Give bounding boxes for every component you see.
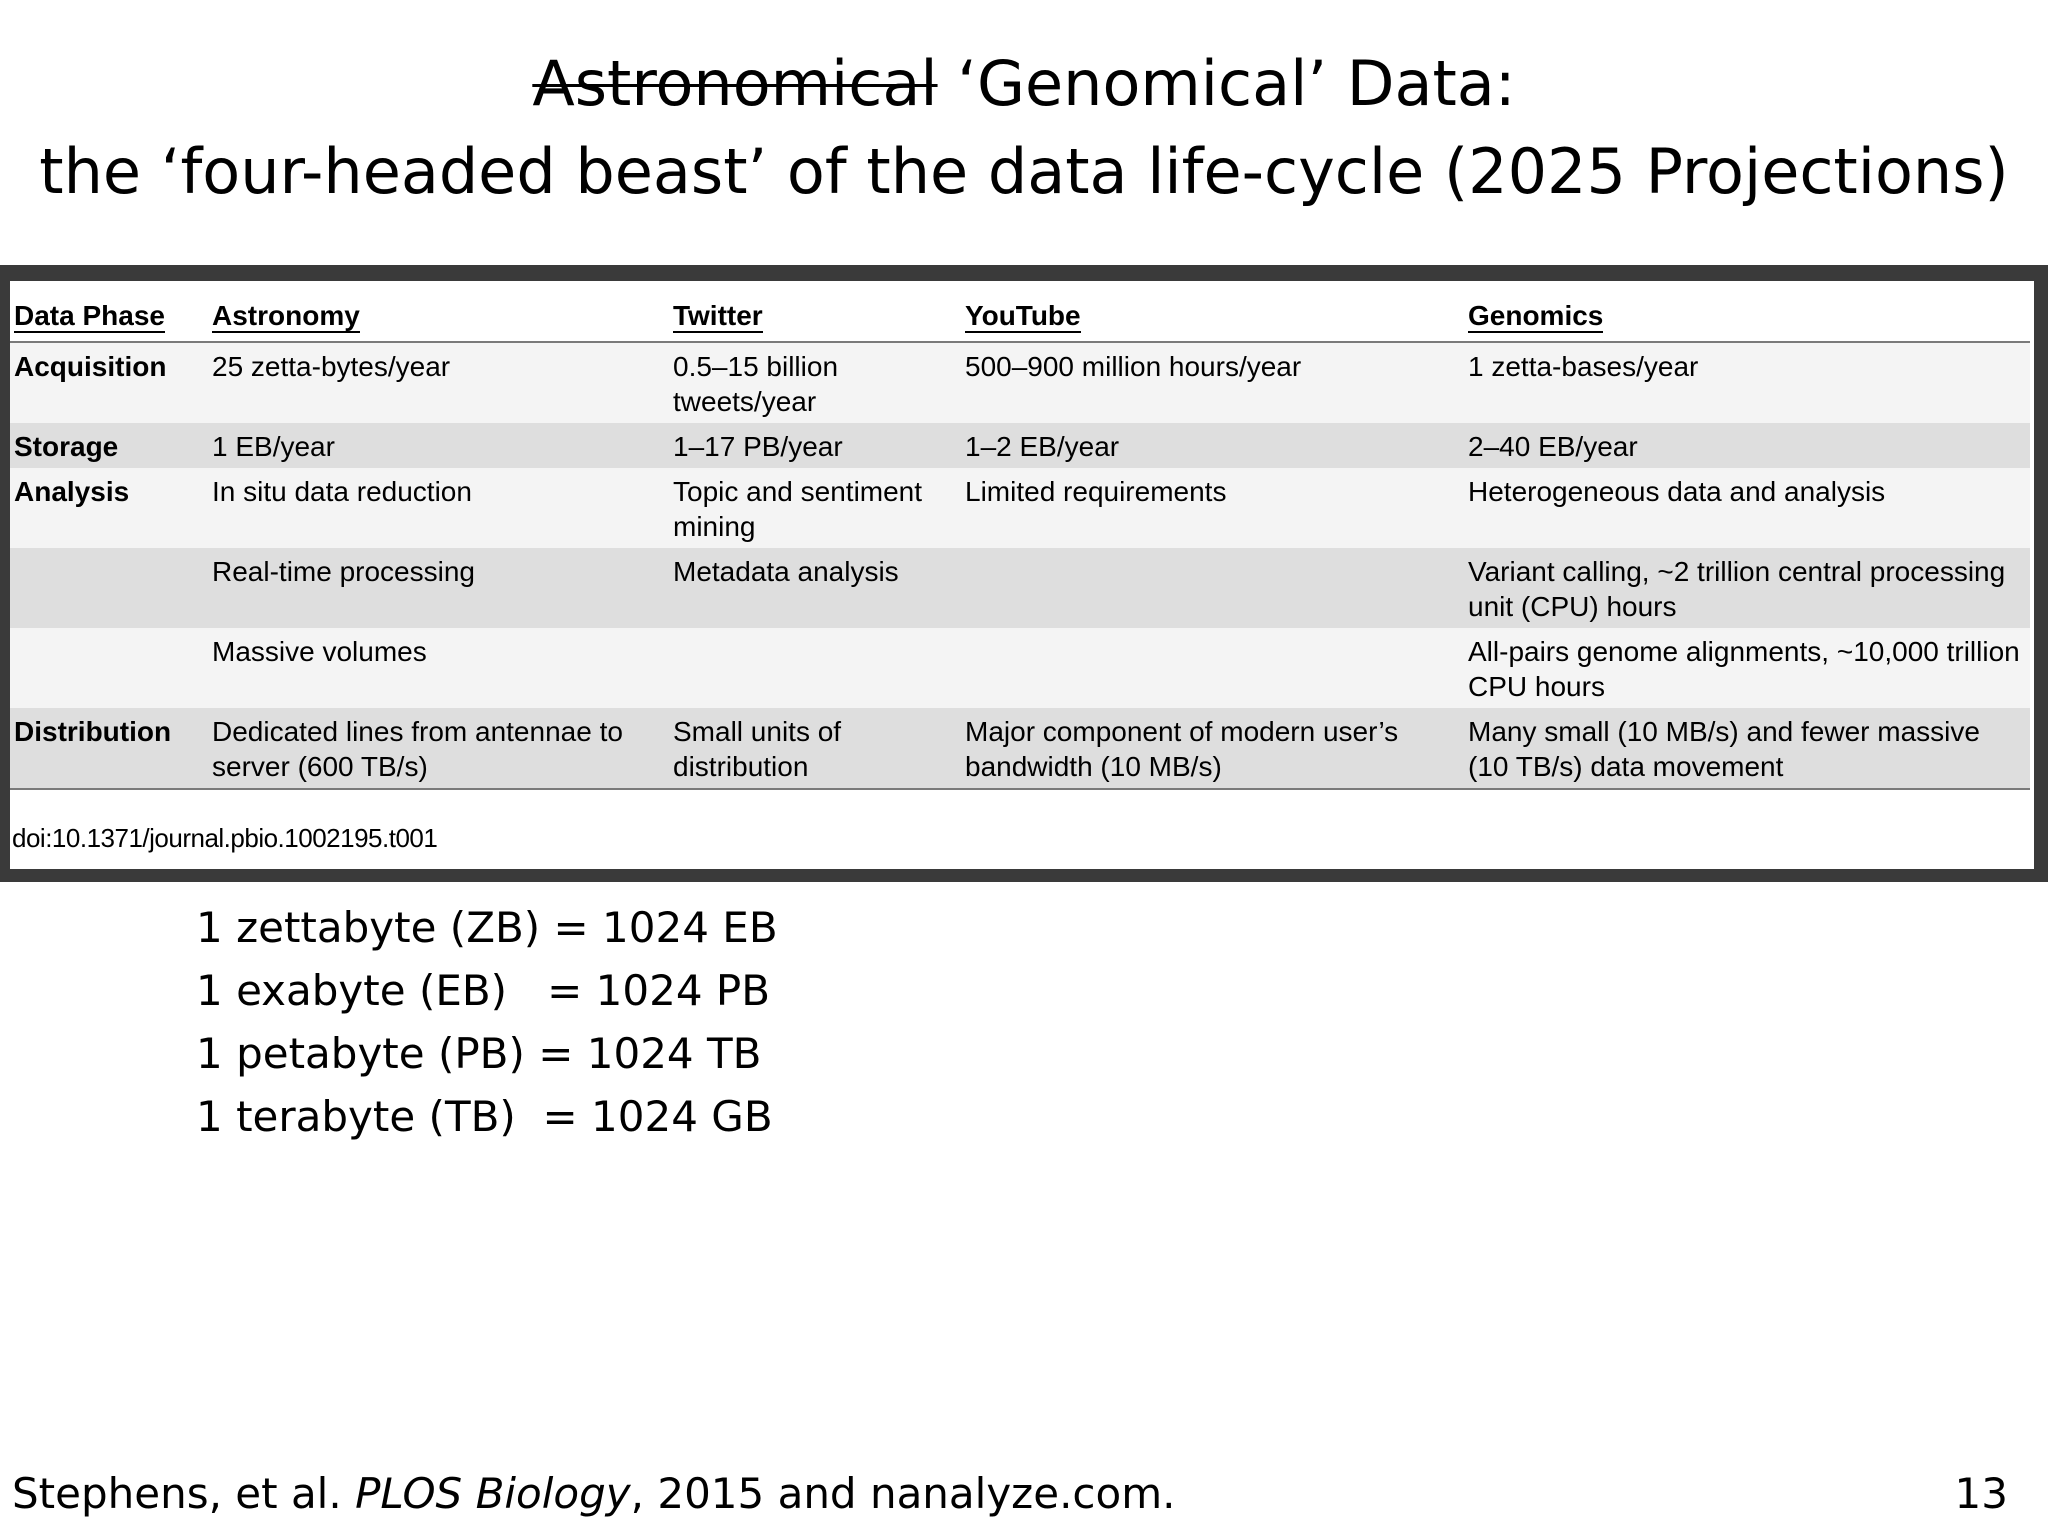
table-doi: doi:10.1371/journal.pbio.1002195.t001 xyxy=(12,823,438,853)
table-cell xyxy=(961,628,1464,708)
table-cell xyxy=(669,628,961,708)
table-row xyxy=(10,468,2030,548)
conversion-line: 1 terabyte (TB) = 1024 GB xyxy=(196,1092,773,1141)
table-cell: 2–40 EB/year xyxy=(1464,423,2030,468)
header-genomics: Genomics xyxy=(1464,289,2030,342)
table-cell: Variant calling, ~2 trillion central processing unit (CPU) hours xyxy=(1464,548,2030,628)
table-cell-phase xyxy=(10,628,208,708)
conversion-line: 1 petabyte (PB) = 1024 TB xyxy=(196,1029,762,1078)
table-cell: 1–17 PB/year xyxy=(669,423,961,468)
table-row xyxy=(10,423,2030,468)
header-youtube: YouTube xyxy=(961,289,1464,342)
table-cell: Heterogeneous data and analysis xyxy=(1464,468,2030,548)
struck-title-word: Astronomical xyxy=(532,47,938,120)
citation-rest: , 2015 and nanalyze.com. xyxy=(630,1469,1176,1518)
table-cell: Many small (10 MB/s) and fewer massive (10 TB/s) data movement xyxy=(1464,708,2030,789)
conversion-line: 1 zettabyte (ZB) = 1024 EB xyxy=(196,903,778,952)
table-cell: Massive volumes xyxy=(208,628,669,708)
table-image-frame xyxy=(0,265,2048,882)
slide-title-line-2: the ‘four-headed beast’ of the data life-cycle (2025 Projections) xyxy=(39,135,2009,208)
table-cell-phase: Distribution xyxy=(10,708,208,789)
table-cell: Small units of distribution xyxy=(669,708,961,789)
table-cell: Topic and sentiment mining xyxy=(669,468,961,548)
slide-title-line-1 xyxy=(0,44,2048,124)
table-cell-phase: Acquisition xyxy=(10,342,208,423)
table-row xyxy=(10,628,2030,708)
table-cell-phase: Storage xyxy=(10,423,208,468)
table-row xyxy=(10,708,2030,789)
table-cell: All-pairs genome alignments, ~10,000 trillion CPU hours xyxy=(1464,628,2030,708)
data-lifecycle-table xyxy=(10,289,2030,790)
title-line-1-rest: ‘Genomical’ Data: xyxy=(937,47,1516,120)
table-row xyxy=(10,342,2030,423)
unit-conversions xyxy=(196,896,778,1148)
table-cell: 1 zetta-bases/year xyxy=(1464,342,2030,423)
table-cell: 1 EB/year xyxy=(208,423,669,468)
table-cell: 500–900 million hours/year xyxy=(961,342,1464,423)
footer-citation xyxy=(12,1466,1175,1522)
citation-journal: PLOS Biology xyxy=(355,1469,631,1518)
table-cell: Dedicated lines from antennae to server (600 TB/s) xyxy=(208,708,669,789)
header-data-phase: Data Phase xyxy=(10,289,208,342)
table-cell: Limited requirements xyxy=(961,468,1464,548)
header-astronomy: Astronomy xyxy=(208,289,669,342)
table-panel xyxy=(10,281,2034,869)
table-cell: 0.5–15 billion tweets/year xyxy=(669,342,961,423)
citation-authors: Stephens, et al. xyxy=(12,1469,356,1518)
conversion-line: 1 exabyte (EB) = 1024 PB xyxy=(196,966,771,1015)
table-row xyxy=(10,548,2030,628)
page-number: 13 xyxy=(1954,1469,2008,1518)
table-cell: Metadata analysis xyxy=(669,548,961,628)
table-cell: In situ data reduction xyxy=(208,468,669,548)
table-cell-phase xyxy=(10,548,208,628)
table-cell xyxy=(961,548,1464,628)
table-header-row xyxy=(10,289,2030,342)
table-cell: 1–2 EB/year xyxy=(961,423,1464,468)
table-cell: Real-time processing xyxy=(208,548,669,628)
table-cell-phase: Analysis xyxy=(10,468,208,548)
table-cell: Major component of modern user’s bandwidth (10 MB/s) xyxy=(961,708,1464,789)
header-twitter: Twitter xyxy=(669,289,961,342)
table-cell: 25 zetta-bytes/year xyxy=(208,342,669,423)
